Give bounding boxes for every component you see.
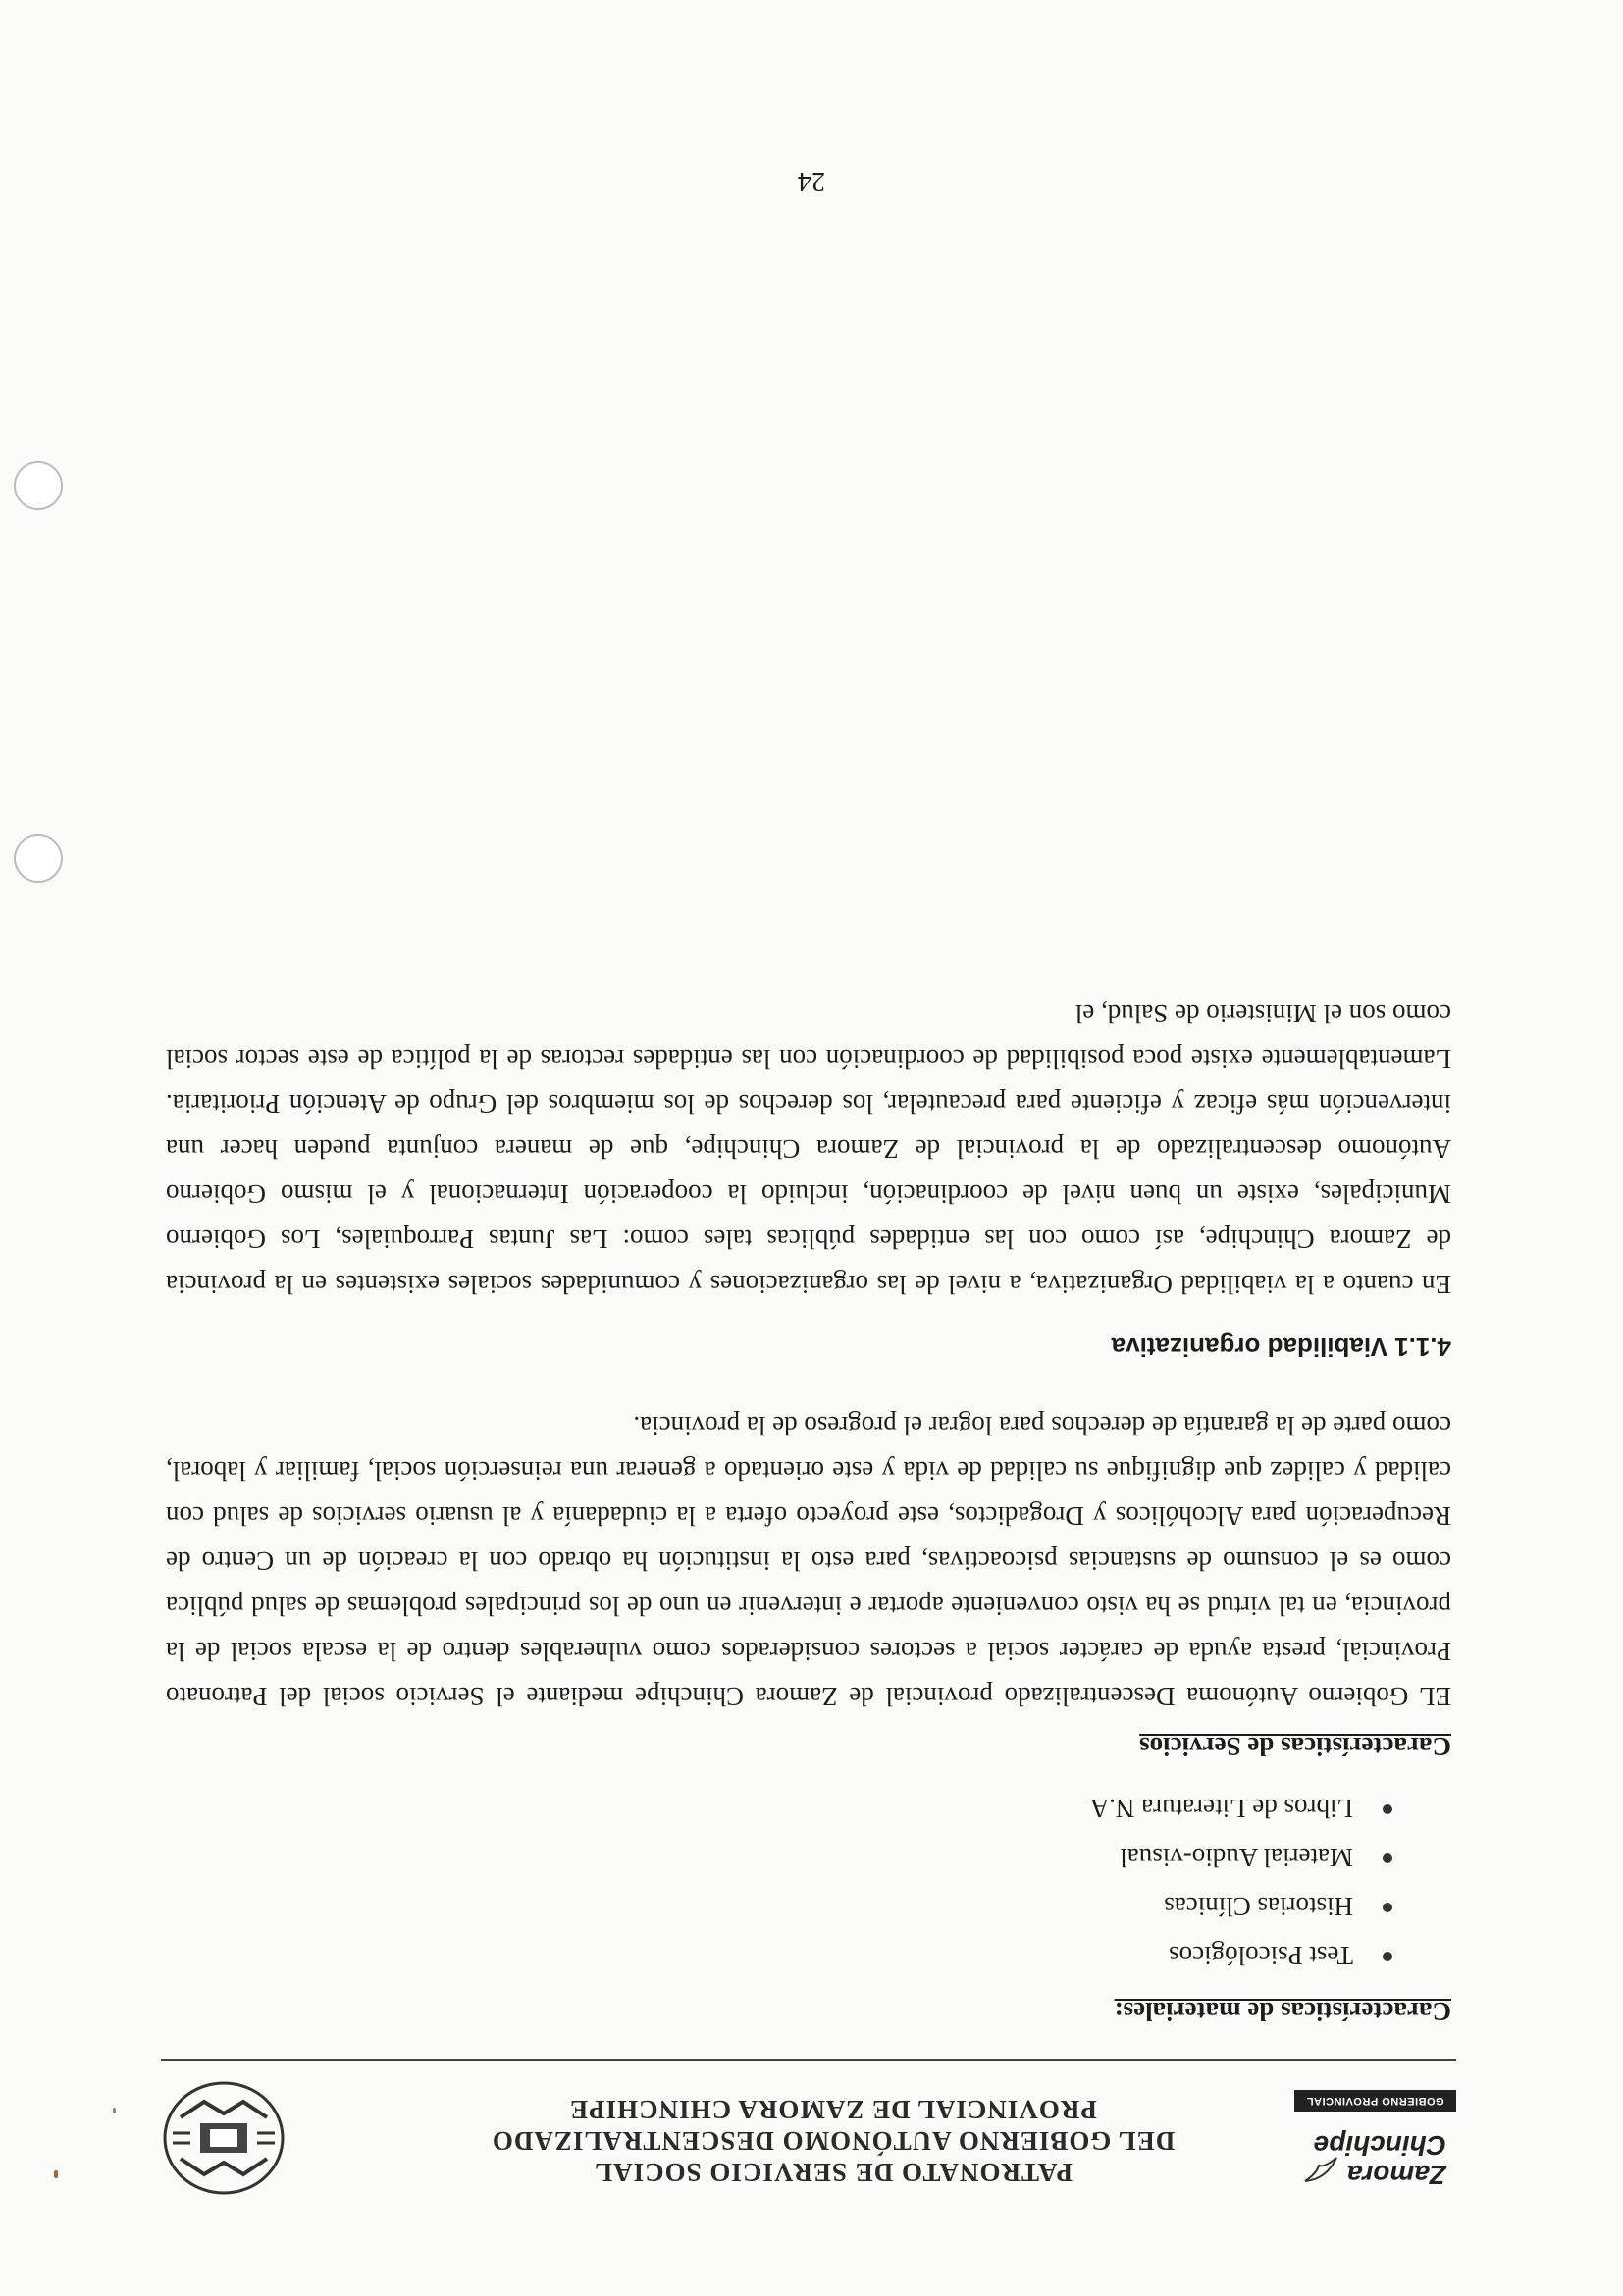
scan-speck: [113, 2108, 116, 2113]
punch-hole-bottom: [14, 461, 63, 510]
logo-caption: GOBIERNO PROVINCIAL: [1294, 2090, 1456, 2112]
list-item: Material Audio-visual: [166, 1833, 1392, 1882]
logo-brand-line1: Zamora: [1346, 2160, 1446, 2190]
viability-paragraph: En cuanto a la viabilidad Organizativa, a nivel de las organizaciones y comunidades sociales existentes en la provincia de Zamora Chinchipe, así como con las entidades públicas tales como: Las Juntas Parroquiales, Los Gobierno Municipales, existe un buen nivel de coordinación, incluido la cooperación Internacional y el mismo Gobierno Autónomo descentralizado de la provincial de Zamora Chinchipe, que de manera conjunta pueden hacer una intervención más eficaz y eficiente para precautelar, los derechos de los miembros del Grupo de Atención Prioritaria. Lamentablemente existe poca posibilidad de coordinación con las entidades rectoras de la política de este sector social como son el Ministerio de Salud, el: [166, 999, 1451, 1299]
bullet-icon: [1383, 1903, 1392, 1912]
institution-title: [450, 2094, 1216, 2188]
title-line-3: PROVINCIAL DE ZAMORA CHINCHIPE: [569, 2095, 1097, 2124]
scan-speck: [54, 2170, 58, 2178]
list-item: Test Psicológicos: [166, 1931, 1392, 1980]
viability-heading: 4.1.1 Viabilidad organizativa: [1111, 1332, 1451, 1362]
patronato-emblem-icon: [161, 2078, 287, 2198]
bullet-icon: [1383, 1853, 1392, 1863]
materials-heading: Características de materiales:: [1114, 1997, 1451, 2026]
page-number: 24: [798, 166, 825, 196]
title-line-1: PATRONATO DE SERVICIO SOCIAL: [594, 2158, 1073, 2187]
letterhead: [161, 2070, 1456, 2198]
document-body: [166, 991, 1451, 2031]
list-item: Historias Clínicas: [166, 1882, 1392, 1931]
punch-hole-top: [14, 834, 63, 883]
services-paragraph: EL Gobierno Autónoma Descentralizado provincial de Zamora Chinchipe mediante el Servicio social del Patronato Provincial, presta ayuda de carácter social a sectores considerados como vulnerables dentro de la escala social de la provincia, en tal virtud se ha visto conveniente aportar e intervenir en uno de los principales problemas de salud pública como es el consumo de sustancias psicoactivas, para esto la institución ha obrado con la creación de un Centro de Recuperación para Alcohólicos y Drogadictos, este proyecto oferta a la ciudadanía y al usuario servicios de salud con calidad y calidez que dignifique su calidad de vida y este orientado a generar una reinserción social, familiar y laboral, como parte de la garantía de derechos para lograr el progreso de la provincia.: [166, 1411, 1451, 1711]
header-divider: [161, 2059, 1456, 2061]
logo-brand-line2: Chinchipe: [1313, 2130, 1446, 2161]
bullet-icon: [1383, 1804, 1392, 1814]
list-item: Libros de Literatura N.A: [166, 1784, 1392, 1833]
zamora-chinchipe-logo: [1294, 2090, 1456, 2193]
services-heading: Características de Servicios: [1139, 1732, 1451, 1761]
title-line-2: DEL GOBIERNO AUTÓNOMO DESCENTRALIZADO: [491, 2126, 1176, 2156]
bullet-icon: [1383, 1952, 1392, 1961]
bird-icon: [1301, 2148, 1340, 2187]
materials-list: [166, 1784, 1451, 1980]
